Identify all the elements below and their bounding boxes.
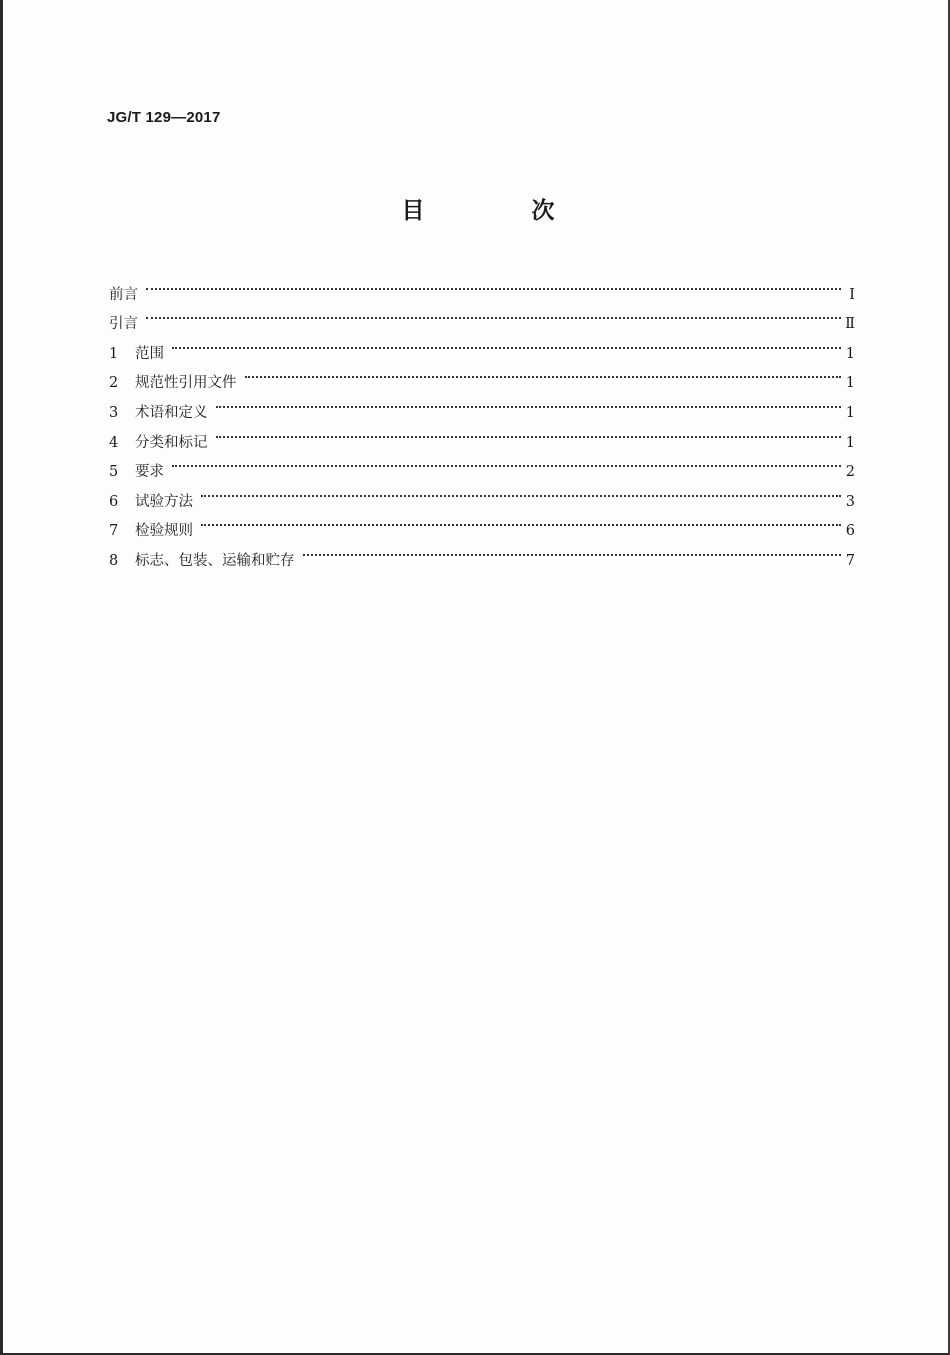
toc-entry-number: 1 (109, 345, 119, 362)
toc-entry-7[interactable] (109, 506, 855, 540)
toc-entry-number: 7 (109, 523, 119, 540)
toc-entry-label: 检验规则 (135, 523, 193, 540)
table-of-contents (109, 269, 855, 569)
toc-entry-number: 5 (109, 464, 119, 481)
toc-entry-number: 2 (109, 375, 119, 392)
toc-entry-number: 8 (109, 552, 119, 569)
toc-entry-1[interactable] (109, 328, 855, 362)
toc-dot-leader (172, 447, 845, 477)
toc-entry-label: 分类和标记 (135, 434, 208, 451)
toc-title: 目 次 (401, 198, 597, 224)
toc-dot-leader (216, 417, 846, 447)
toc-entry-page: 3 (845, 493, 855, 510)
toc-entry-number: 6 (109, 493, 119, 510)
toc-entry-label: 要求 (135, 464, 164, 481)
toc-entry-label: 标志、包装、运输和贮存 (135, 552, 295, 569)
toc-dot-leader (216, 387, 846, 417)
toc-entry-page: Ⅱ (845, 316, 855, 333)
toc-dot-leader (303, 535, 846, 565)
toc-dot-leader (146, 269, 845, 299)
toc-entry-introduction[interactable] (109, 299, 855, 333)
toc-entry-label: 引言 (109, 316, 138, 333)
toc-entry-page: 1 (845, 404, 855, 421)
toc-entry-page: 1 (845, 434, 855, 451)
toc-entry-number: 4 (109, 434, 119, 451)
toc-entry-label: 术语和定义 (135, 404, 208, 421)
toc-dot-leader (172, 328, 845, 358)
toc-entry-3[interactable] (109, 387, 855, 421)
toc-dot-leader (245, 358, 846, 388)
toc-entry-5[interactable] (109, 447, 855, 481)
toc-entry-6[interactable] (109, 476, 855, 510)
toc-entry-page: 2 (845, 464, 855, 481)
toc-entry-foreword[interactable] (109, 269, 855, 303)
toc-entry-number: 3 (109, 404, 119, 421)
toc-entry-label: 范围 (135, 345, 164, 362)
toc-entry-page: 1 (845, 375, 855, 392)
toc-entry-2[interactable] (109, 358, 855, 392)
toc-entry-page: Ⅰ (849, 286, 855, 303)
toc-entry-page: 6 (845, 523, 855, 540)
toc-entry-label: 前言 (109, 286, 138, 303)
toc-dot-leader (201, 506, 845, 536)
toc-entry-page: 7 (845, 552, 855, 569)
standard-id: JG/T 129—2017 (107, 109, 221, 126)
toc-dot-leader (201, 476, 845, 506)
toc-dot-leader (146, 299, 845, 329)
toc-entry-4[interactable] (109, 417, 855, 451)
toc-entry-8[interactable] (109, 535, 855, 569)
toc-entry-page: 1 (845, 345, 855, 362)
toc-entry-label: 试验方法 (135, 493, 193, 510)
toc-entry-label: 规范性引用文件 (135, 375, 237, 392)
